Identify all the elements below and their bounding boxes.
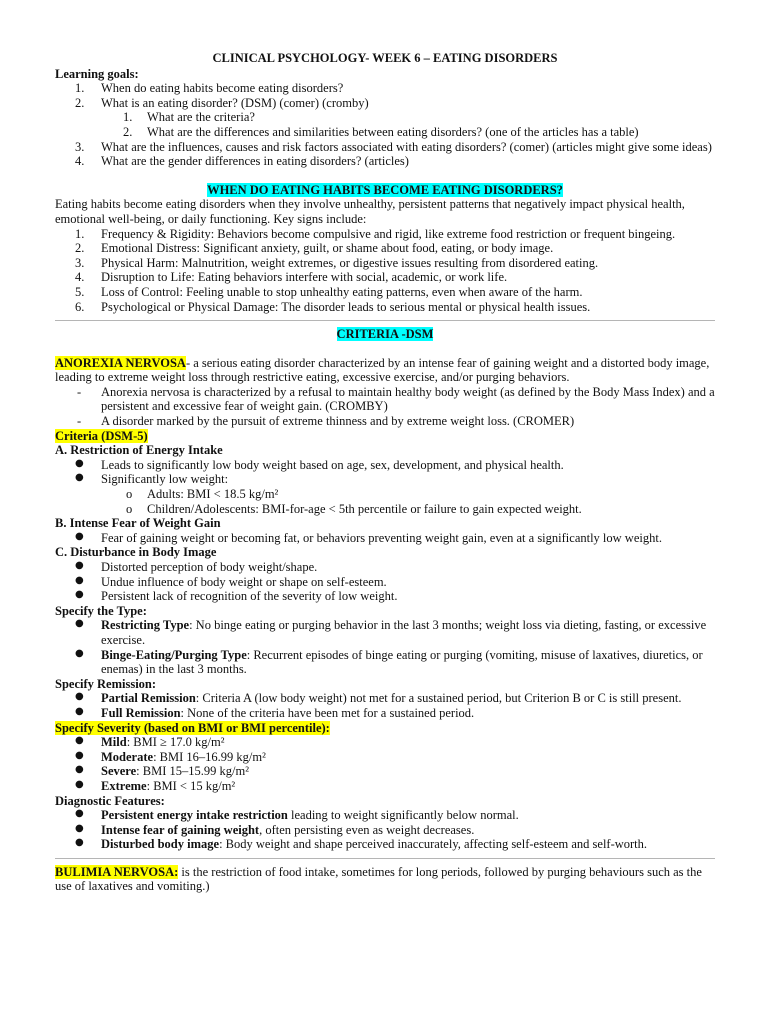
- list-item: ● Moderate: BMI 16–16.99 kg/m²: [75, 749, 266, 764]
- list-item: ● Full Remission: None of the criteria have been met for a sustained period.: [75, 705, 475, 720]
- section-heading-criteria: CRITERIA -DSM: [336, 327, 434, 342]
- bulimia-definition: BULIMIA NERVOSA: is the restriction of food intake, sometimes for long periods, followed by purging behaviours such as the use of laxatives and vomiting.): [55, 864, 702, 894]
- criterion-a-heading: A. Restriction of Energy Intake: [55, 443, 223, 458]
- list-subitem: o Children/Adolescents: BMI-for-age < 5th percentile or failure to gain expected weight.: [126, 501, 582, 516]
- criteria-heading: Criteria (DSM-5): [55, 428, 148, 443]
- list-item: ● Partial Remission: Criteria A (low body weight) not met for a sustained period, but Criterion B or C is still present.: [75, 691, 682, 706]
- list-item: 1. Frequency & Rigidity: Behaviors become compulsive and rigid, like extreme food restriction or frequent bingeing.: [75, 226, 676, 241]
- list-item: - A disorder marked by the pursuit of extreme thinness and by extreme weight loss. (CROMER): [77, 414, 575, 429]
- criterion-a-list: [55, 458, 715, 516]
- list-item: 4. What are the gender differences in eating disorders? (articles): [75, 154, 409, 169]
- list-item: ● Fear of gaining weight or becoming fat, or behaviors preventing weight gain, even at a significantly low weight.: [75, 530, 662, 545]
- list-item: 1. When do eating habits become eating disorders?: [75, 81, 344, 96]
- list-item: ● Severe: BMI 15–15.99 kg/m²: [75, 764, 249, 779]
- anorexia-notes: [55, 385, 715, 429]
- section-heading-eating-habits: WHEN DO EATING HABITS BECOME EATING DISORDERS?: [207, 182, 563, 197]
- list-item: ● Leads to significantly low body weight based on age, sex, development, and physical health.: [75, 457, 564, 472]
- diagnostic-features-heading: Diagnostic Features:: [55, 793, 165, 808]
- section-intro: Eating habits become eating disorders when they involve unhealthy, persistent patterns that negatively impact physical health, emotional well-being, or daily functioning. Key signs include:: [55, 197, 685, 226]
- specify-severity-heading: Specify Severity (based on BMI or BMI percentile):: [55, 720, 330, 735]
- list-item: 4. Disruption to Life: Eating behaviors interfere with social, academic, or work life.: [75, 270, 508, 285]
- anorexia-definition: ANOREXIA NERVOSA- a serious eating disorder characterized by an intense fear of gaining weight and a distorted body image, leading to extreme weight loss through restrictive eating, excessive exercise, and/or purging behaviors.: [55, 355, 710, 385]
- document-body: [55, 51, 715, 894]
- list-item: - Anorexia nervosa is characterized by a refusal to maintain healthy body weight (as defined by the Body Mass Index) and a persistent and excessive fear of weight gain. (CROMBY): [77, 384, 715, 414]
- list-item: ● Undue influence of body weight or shape on self-esteem.: [75, 574, 387, 589]
- criterion-c-list: [55, 560, 715, 604]
- list-item: ● Intense fear of gaining weight, often persisting even as weight decreases.: [75, 822, 475, 837]
- list-item: 2. What is an eating disorder? (DSM) (comer) (cromby): [75, 95, 369, 110]
- list-item: ● Distorted perception of body weight/shape.: [75, 560, 318, 574]
- list-item: ● Restricting Type: No binge eating or purging behavior in the last 3 months; weight loss via dieting, fasting, or excessive exercise.: [75, 618, 707, 647]
- list-item: 3. What are the influences, causes and risk factors associated with eating disorders? (comer) (articles might give some ideas): [75, 139, 712, 154]
- list-item: ● Persistent energy intake restriction leading to weight significantly below normal.: [75, 808, 519, 823]
- severity-list: [55, 735, 715, 793]
- list-item: ● Disturbed body image: Body weight and shape perceived inaccurately, affecting self-esteem and self-worth.: [75, 837, 648, 852]
- specify-remission-heading: Specify Remission:: [55, 676, 157, 691]
- list-item: 6. Psychological or Physical Damage: The disorder leads to serious mental or physical health issues.: [75, 299, 591, 314]
- list-item: ● Significantly low weight:: [75, 472, 229, 487]
- list-item: ● Mild: BMI ≥ 17.0 kg/m²: [75, 735, 225, 750]
- anorexia-term: ANOREXIA NERVOSA: [55, 355, 186, 370]
- list-item: ● Binge-Eating/Purging Type: Recurrent episodes of binge eating or purging (vomiting, misuse of laxatives, diuretics, or enemas) in the last 3 months.: [75, 647, 703, 677]
- list-item: 2. Emotional Distress: Significant anxiety, guilt, or shame about food, eating, or body image.: [75, 241, 554, 256]
- criterion-b-heading: B. Intense Fear of Weight Gain: [55, 516, 221, 531]
- document-title: CLINICAL PSYCHOLOGY- WEEK 6 – EATING DISORDERS: [212, 51, 558, 65]
- bulimia-term: BULIMIA NERVOSA:: [55, 864, 179, 879]
- list-subitem: o Adults: BMI < 18.5 kg/m²: [126, 487, 279, 502]
- list-item: 3. Physical Harm: Malnutrition, weight extremes, or digestive issues resulting from disordered eating.: [75, 255, 599, 270]
- list-subitem: 2. What are the differences and similarities between eating disorders? (one of the articles has a table): [123, 124, 639, 139]
- list-subitem: 1. What are the criteria?: [123, 110, 255, 125]
- learning-goals-list: [55, 81, 715, 169]
- list-item: ● Persistent lack of recognition of the severity of low weight.: [75, 589, 398, 604]
- criterion-b-list: [55, 531, 715, 546]
- specify-type-heading: Specify the Type:: [55, 603, 147, 618]
- criterion-c-heading: C. Disturbance in Body Image: [55, 545, 217, 560]
- specify-type-list: [55, 618, 715, 676]
- learning-goals-heading: Learning goals:: [55, 66, 139, 81]
- list-item: 5. Loss of Control: Feeling unable to stop unhealthy eating patterns, even when aware of the harm.: [75, 284, 583, 299]
- list-item: ● Extreme: BMI < 15 kg/m²: [75, 778, 236, 793]
- key-signs-list: [55, 227, 715, 315]
- diagnostic-features-list: [55, 808, 715, 852]
- specify-remission-list: [55, 691, 715, 720]
- section-divider: [55, 320, 715, 321]
- section-divider: [55, 858, 715, 859]
